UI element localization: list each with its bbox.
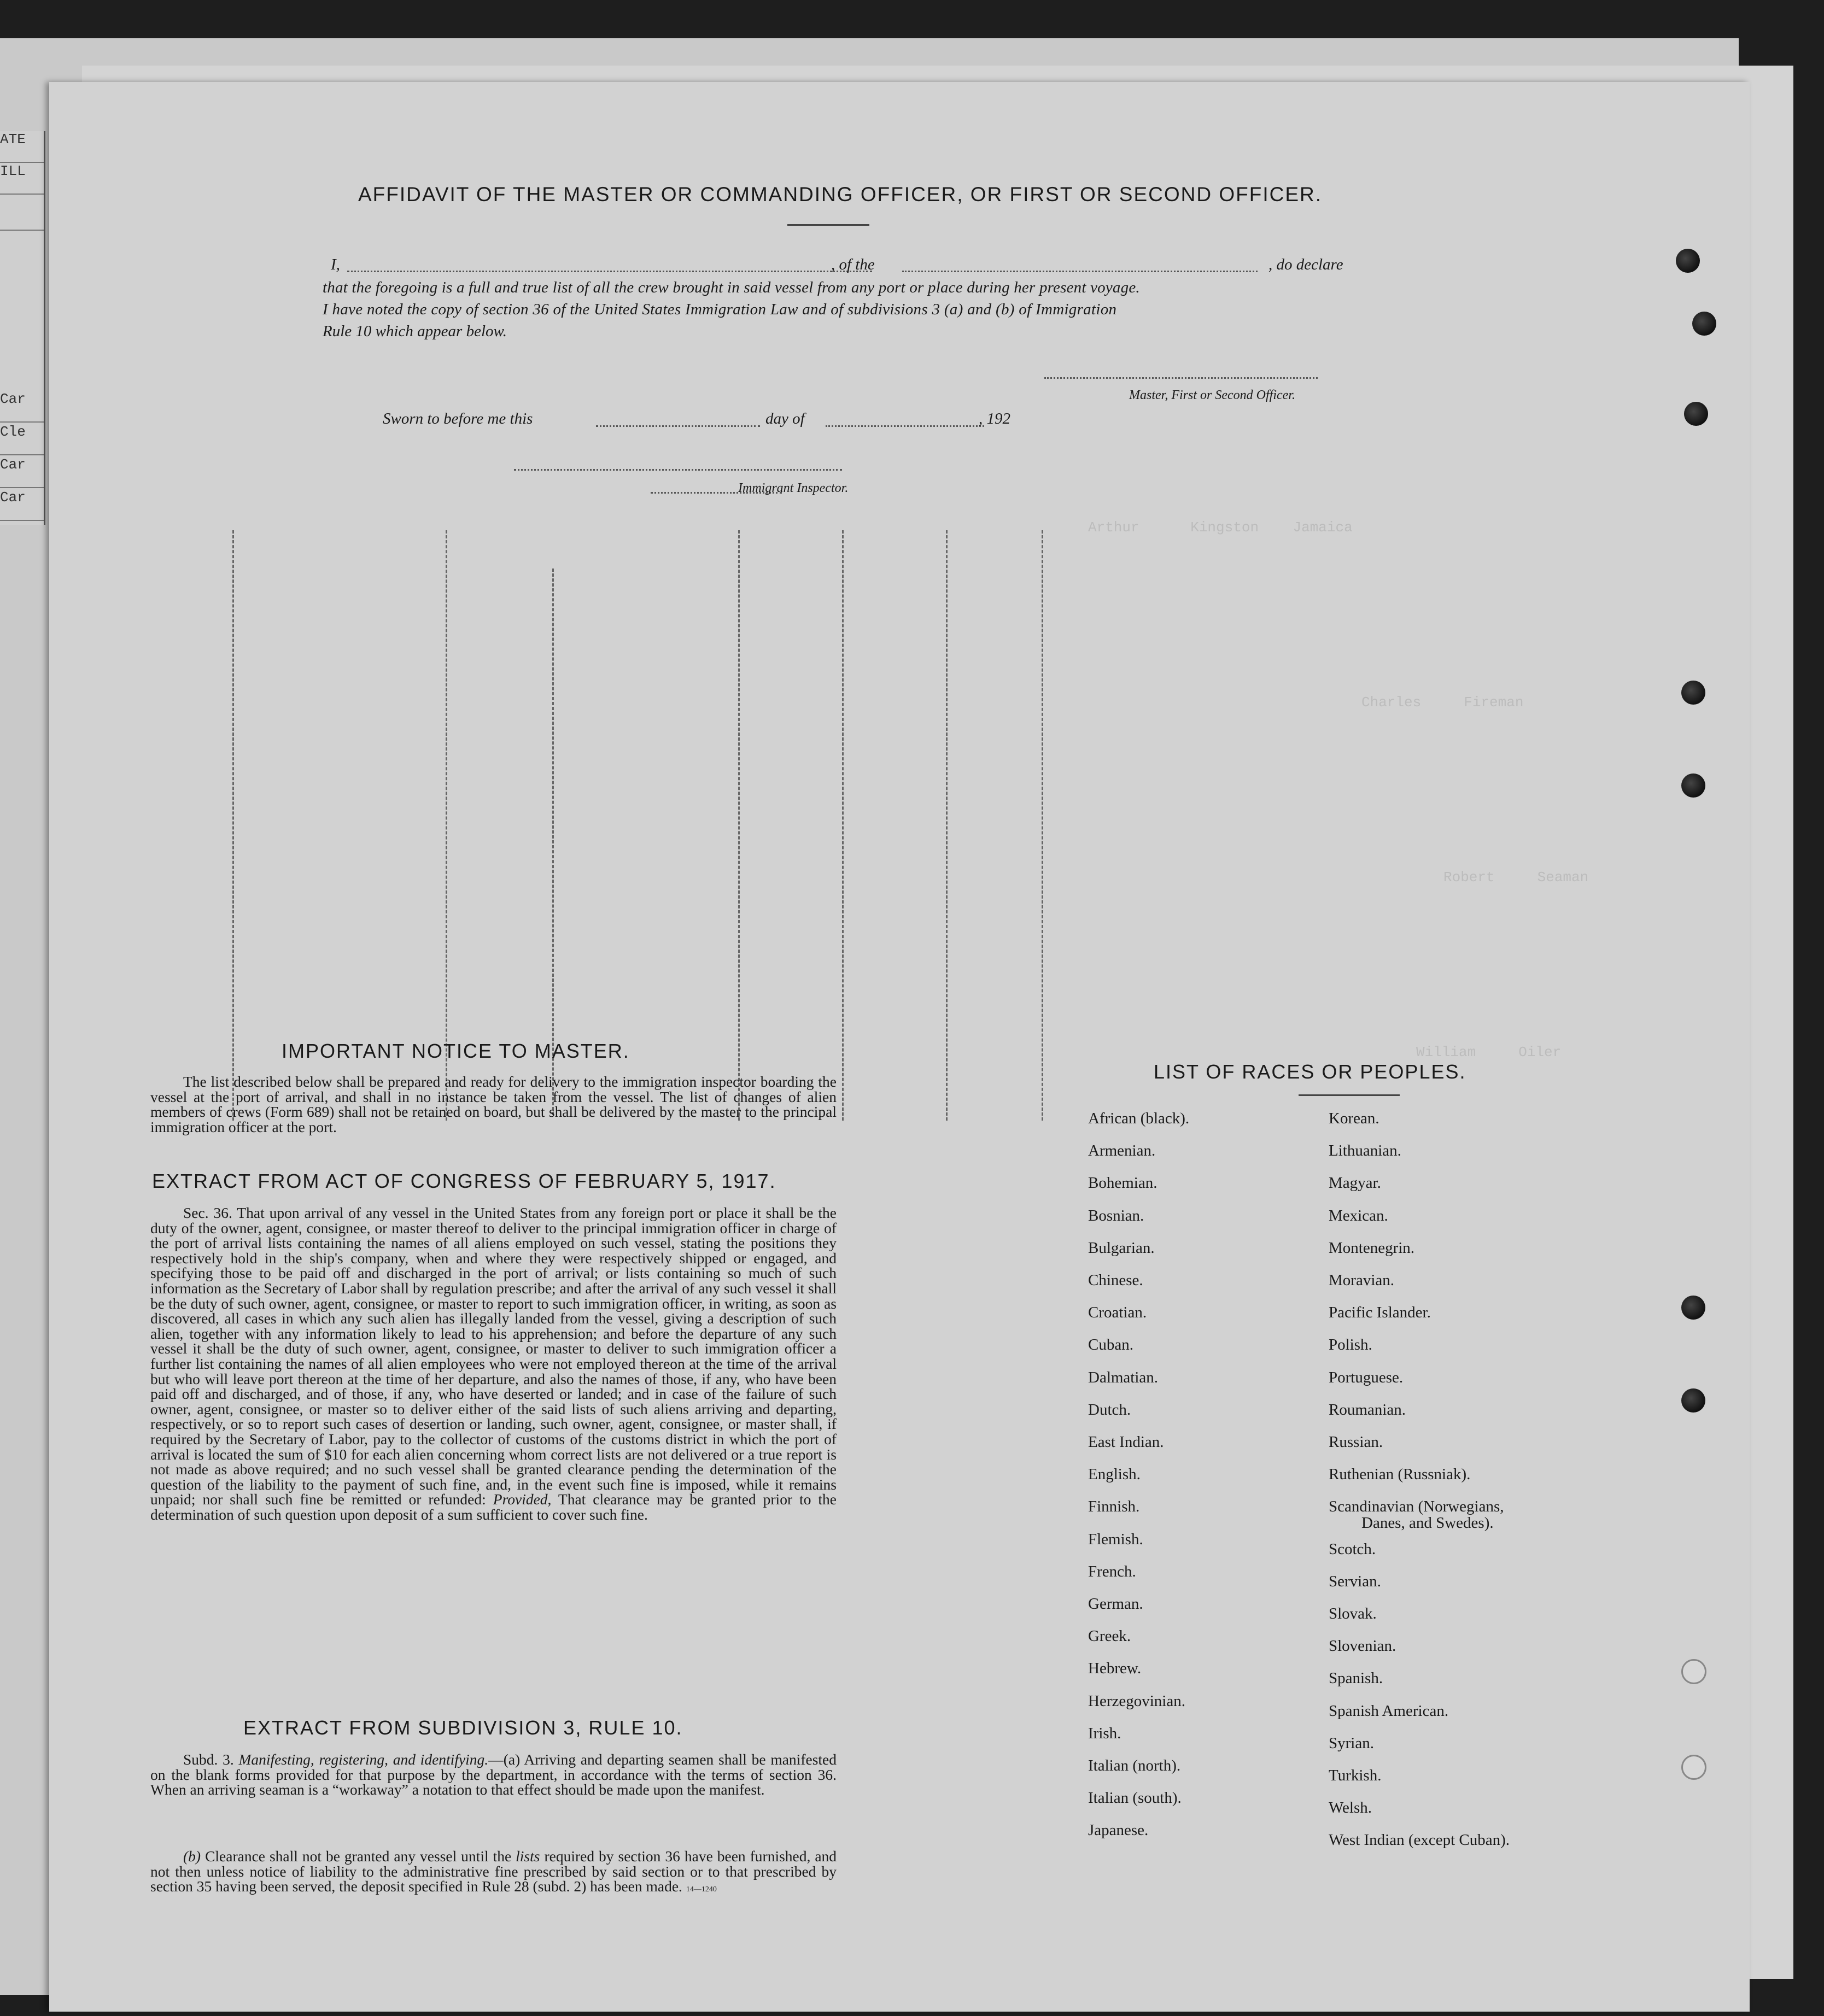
day-of-text: day of [765, 410, 805, 427]
section-body-end: That clearance may be granted prior to the determination of such question upon deposit of a sum sufficient to cover such fine. [150, 1491, 837, 1523]
strip-cell: Car [0, 456, 44, 488]
sworn-month-blank [826, 425, 984, 427]
race-item: Cuban. [1088, 1336, 1133, 1354]
race-item: Spanish. [1329, 1669, 1383, 1687]
race-item: Italian (south). [1088, 1789, 1182, 1807]
affidavit-of-the: , of the [831, 256, 875, 273]
document-page [49, 82, 1750, 2012]
column-line [232, 530, 234, 1121]
affidavit-line-4: Rule 10 which appear below. [323, 323, 507, 340]
notice-text: The list described below shall be prepared and ready for delivery to the immigration inspector boarding the vessel at the port of arrival, and shall in no instance be taken from the vessel. The list of changes of alien members of crews (Form 689) shall not be retained on board, but shall be delivered by the master to the principal immigration officer at the port. [150, 1073, 837, 1135]
race-item-continuation: Danes, and Swedes). [1361, 1514, 1494, 1532]
inspector-caption: Immigrant Inspector. [738, 481, 849, 495]
race-item: Ruthenian (Russniak). [1329, 1466, 1471, 1484]
race-item: Scotch. [1329, 1540, 1376, 1558]
affidavit-i: I, [331, 256, 340, 273]
race-item: Syrian. [1329, 1734, 1374, 1752]
column-line [552, 569, 554, 1115]
subd-b-text-1: Clearance shall not be granted any vessel until the [205, 1848, 512, 1865]
race-item: Pacific Islander. [1329, 1304, 1431, 1322]
strip-cell: Car [0, 489, 44, 521]
bleed-through-text: William Oiler [1416, 1044, 1562, 1060]
inspector-signature-blank [514, 469, 842, 471]
section-label: Sec. 36. [183, 1204, 232, 1221]
race-item: Polish. [1329, 1336, 1372, 1354]
subd-b-label: (b) [183, 1848, 201, 1865]
strip-cell: Car [0, 391, 44, 423]
affidavit-line-3: I have noted the copy of section 36 of the United States Immigration Law and of subdivisions 3 (a) and (b) of Immigration [323, 301, 1117, 318]
name-blank [347, 271, 872, 272]
race-item: French. [1088, 1562, 1136, 1580]
master-caption: Master, First or Second Officer. [1129, 388, 1295, 402]
bleed-through-text: Arthur Kingston Jamaica [1088, 519, 1353, 536]
race-item: Russian. [1329, 1433, 1383, 1451]
strip-cell: ATE [0, 131, 44, 163]
race-item: Croatian. [1088, 1304, 1147, 1322]
race-item: African (black). [1088, 1110, 1190, 1127]
race-item: English. [1088, 1466, 1141, 1484]
races-title: LIST OF RACES OR PEOPLES. [1154, 1060, 1466, 1083]
punch-hole [1681, 1755, 1706, 1780]
extract-act-text [150, 1205, 837, 1522]
race-item: Finnish. [1088, 1498, 1140, 1516]
race-item: Slovenian. [1329, 1637, 1396, 1655]
race-item: Moravian. [1329, 1271, 1394, 1289]
affidavit-declare: , do declare [1268, 256, 1343, 273]
strip-cell: Cle [0, 424, 44, 455]
extract-act-title: EXTRACT FROM ACT OF CONGRESS OF FEBRUARY 5, 1917. [152, 1170, 776, 1192]
punch-hole [1681, 1659, 1706, 1684]
race-item: Welsh. [1329, 1799, 1372, 1817]
punch-hole [1681, 681, 1705, 705]
subd-a-text: —(a) Arriving and departing seamen shall be manifested on the blank forms provided for that purpose by the department, in accordance with the terms of section 36. When an arriving seaman is a “workaway” a notation to that effect should be made upon the manifest. [150, 1751, 837, 1798]
race-item: Turkish. [1329, 1767, 1382, 1784]
punch-hole [1681, 1296, 1705, 1320]
race-item: Japanese. [1088, 1821, 1149, 1839]
race-item: Portuguese. [1329, 1368, 1404, 1386]
sworn-text: Sworn to before me this [383, 410, 533, 427]
punch-hole [1681, 773, 1705, 798]
punch-hole [1676, 249, 1700, 273]
column-line [842, 530, 844, 1121]
race-item: Slovak. [1329, 1605, 1377, 1622]
race-item: Irish. [1088, 1724, 1121, 1742]
race-item: Magyar. [1329, 1174, 1381, 1192]
race-item: Scandinavian (Norwegians, [1329, 1498, 1504, 1516]
strip-cell [0, 197, 44, 231]
divider [787, 224, 869, 226]
race-item: Hebrew. [1088, 1660, 1142, 1678]
column-line [738, 530, 740, 1121]
race-item: German. [1088, 1595, 1143, 1613]
divider [1299, 1094, 1400, 1096]
race-item: Flemish. [1088, 1530, 1143, 1548]
signature-blank [1044, 377, 1318, 379]
column-line [1042, 530, 1043, 1121]
race-item: Armenian. [1088, 1142, 1156, 1160]
race-item: Montenegrin. [1329, 1239, 1415, 1257]
provided-word: Provided, [493, 1491, 552, 1508]
form-number: 14—1240 [686, 1885, 717, 1894]
left-edge-strip [0, 131, 45, 525]
race-item: Korean. [1329, 1110, 1379, 1127]
bleed-through-text: Robert Seaman [1443, 869, 1589, 886]
section-body: That upon arrival of any vessel in the United States from any foreign port or place it shall be the duty of the owner, agent, consignee, or master thereof to deliver to the principal immigration officer in charge of the port of arrival lists containing the names of all aliens employed on such vessel, stating the positions they respectively hold in the ship's company, when and where they were respectively shipped or engaged, and specifying those to be paid off and discharged in the port of arrival; or lists containing so much of such information as the Secretary of Labor shall by regulation prescribe; and after the arrival of any such vessel it shall be the duty of such owner, agent, consignee, or master to report to such immigration officer, in writing, as soon as discovered, all cases in which any such alien has illegally landed from the vessel, giving a description of such alien, together with any information likely to lead to his apprehension; and before the departure of any such vessel it shall be the duty of such owner, agent, consignee, or master to deliver to such immigration officer a further list containing the names of all alien employees who were not employed thereon at the time of the arrival but who will leave port thereon at the time of her departure, and also the names of those, if any, who have been paid off and discharged, and of those, if any, who have deserted or landed; and in case of the failure of such owner, agent, consignee, or master so to deliver either of the said lists of such aliens arriving and departing, respectively, or so to report such cases of desertion or landing, such owner, agent, consignee, or master shall, if required by the Secretary of Labor, pay to the collector of customs of the customs district in which the port of arrival is located the sum of $10 for each alien concerning whom correct lists are not delivered or a true report is not made as above required; and no such vessel shall be granted clearance pending the determination of the question of the liability to the payment of such fine, and, in the event such fine is imposed, while it remains unpaid; nor shall such fine be remitted or refunded: [150, 1204, 837, 1508]
column-line [946, 530, 948, 1121]
race-item: Dalmatian. [1088, 1368, 1159, 1386]
subd-b-lists: lists [516, 1848, 540, 1865]
race-item: Herzegovinian. [1088, 1692, 1185, 1710]
year-text: , 192 [979, 410, 1010, 427]
race-item: Bulgarian. [1088, 1239, 1155, 1257]
column-line [446, 530, 447, 1121]
race-item: Greek. [1088, 1627, 1131, 1645]
subd-b-text-2: required by section 36 have been furnished, and not then unless notice of liability to the administrative fine prescribed by said section or to that prescribed by section 35 having been served, the deposit specified in Rule 28 (subd. 2) has been made. [150, 1848, 837, 1895]
affidavit-line-2: that the foregoing is a full and true list of all the crew brought in said vessel from any port or place during her present voyage. [323, 279, 1140, 296]
extract-rule-b [150, 1849, 837, 1897]
race-item: Italian (north). [1088, 1757, 1181, 1774]
sworn-day-blank [596, 425, 760, 427]
race-item: West Indian (except Cuban). [1329, 1831, 1510, 1849]
subd-title: Manifesting, registering, and identifying. [238, 1751, 489, 1768]
punch-hole [1692, 312, 1716, 336]
strip-cell: ILL [0, 163, 44, 195]
race-item: Lithuanian. [1329, 1142, 1401, 1160]
bleed-through-text: Charles Fireman [1361, 694, 1524, 711]
race-item: Mexican. [1329, 1206, 1388, 1224]
punch-hole [1684, 402, 1708, 426]
race-item: Servian. [1329, 1572, 1381, 1590]
race-item: East Indian. [1088, 1433, 1164, 1451]
race-item: Spanish American. [1329, 1702, 1449, 1720]
notice-title: IMPORTANT NOTICE TO MASTER. [282, 1040, 630, 1062]
race-item: Dutch. [1088, 1400, 1131, 1419]
vessel-blank [902, 271, 1258, 272]
extract-rule-a [150, 1752, 837, 1797]
affidavit-title: AFFIDAVIT OF THE MASTER OR COMMANDING OFFICER, OR FIRST OR SECOND OFFICER. [358, 183, 1323, 206]
punch-hole [1681, 1388, 1705, 1413]
race-item: Roumanian. [1329, 1400, 1406, 1419]
race-item: Chinese. [1088, 1271, 1143, 1289]
race-item: Bosnian. [1088, 1206, 1144, 1224]
race-item: Bohemian. [1088, 1174, 1157, 1192]
subd-label: Subd. 3. [183, 1751, 234, 1768]
extract-rule-title: EXTRACT FROM SUBDIVISION 3, RULE 10. [243, 1716, 683, 1739]
